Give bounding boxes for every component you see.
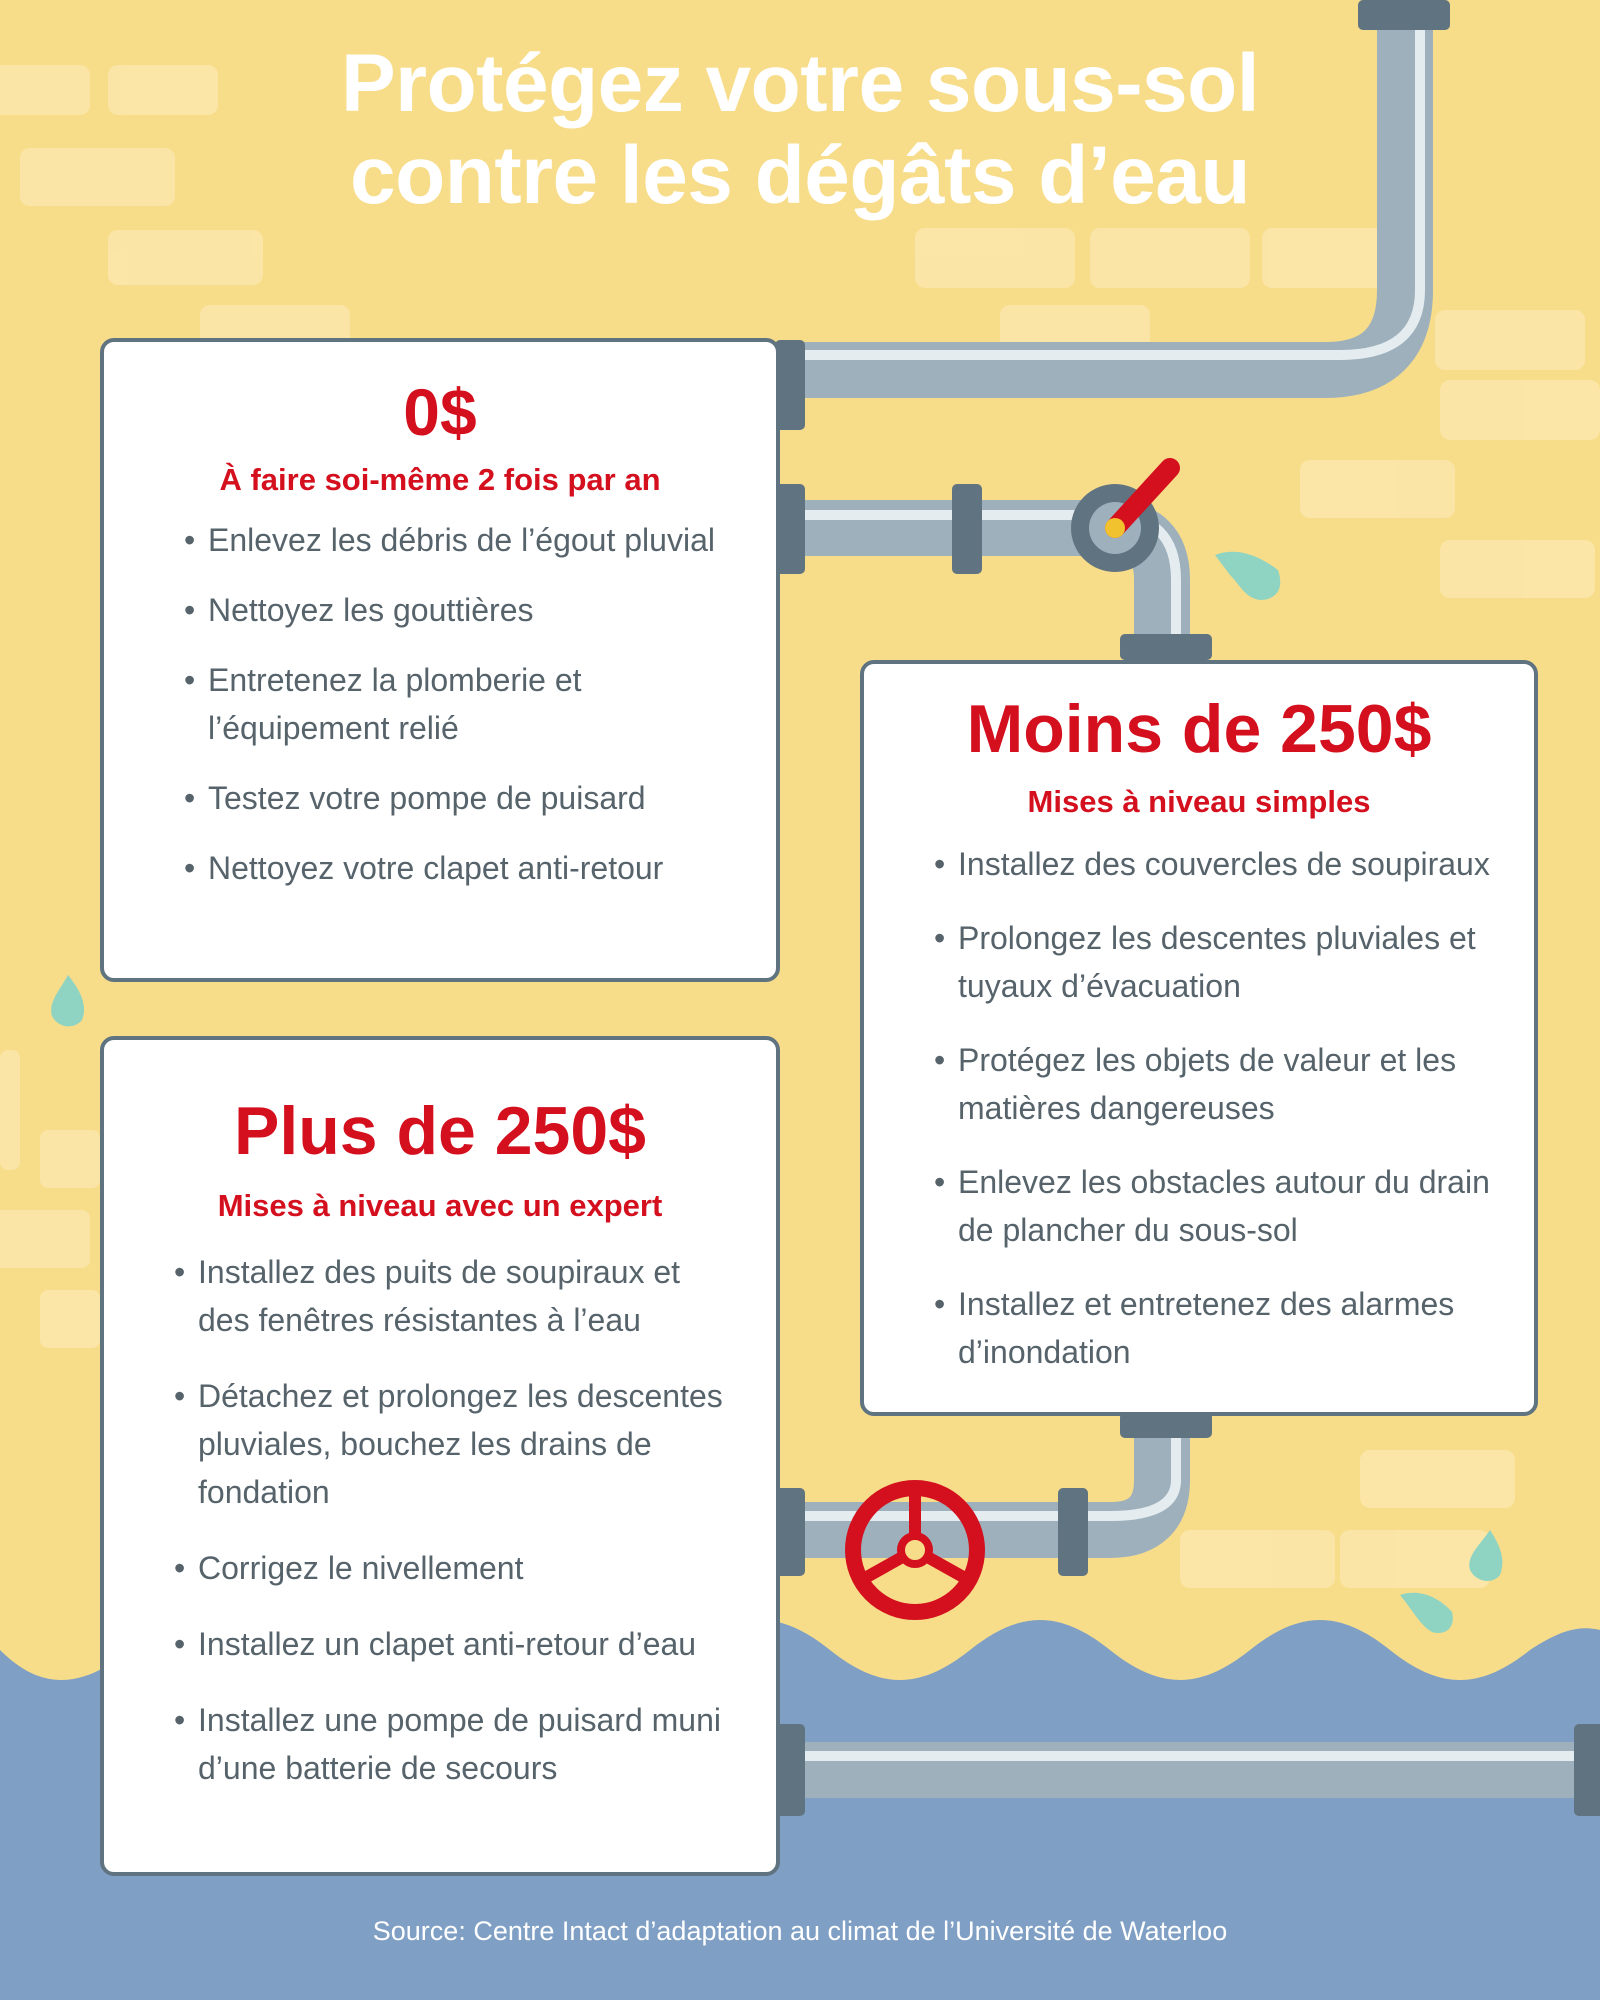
list-item: • Installez des puits de soupiraux et des fenêtres résistantes à l’eau	[174, 1248, 736, 1344]
list-item: • Corrigez le nivellement	[174, 1544, 736, 1592]
pipe-flange-9	[1574, 1724, 1600, 1816]
pipe-flange-4	[1120, 634, 1212, 660]
pipe-flange-3	[952, 484, 982, 574]
list-item: • Nettoyez votre clapet anti-retour	[184, 844, 726, 892]
list-item: • Détachez et prolongez les descentes pluviales, bouchez les drains de fondation	[174, 1372, 736, 1516]
card-under-amount: Moins de 250$	[966, 691, 1432, 767]
list-item: • Installez et entretenez des alarmes d’inondation	[934, 1280, 1504, 1376]
list-item: • Entretenez la plomberie et l’équipement relié	[184, 656, 726, 752]
title-line-2: contre les dégâts d’eau	[350, 130, 1250, 221]
card-under-250	[860, 660, 1538, 1416]
card-free	[100, 338, 780, 982]
card-free-list	[184, 516, 726, 892]
pipe-flange-6	[1058, 1488, 1088, 1576]
title-line-1: Protégez votre sous-sol	[340, 38, 1260, 129]
page-title	[150, 38, 1450, 222]
list-item: • Nettoyez les gouttières	[184, 586, 726, 634]
list-item: • Testez votre pompe de puisard	[184, 774, 726, 822]
card-free-amount: 0$	[403, 375, 477, 449]
pipe-lower	[790, 1416, 1176, 1530]
card-over-subtitle: Mises à niveau avec un expert	[217, 1188, 663, 1223]
card-under-list	[934, 840, 1504, 1376]
card-over-250	[100, 1036, 780, 1876]
card-free-subtitle: À faire soi-même 2 fois par an	[219, 462, 661, 497]
list-item: • Installez une pompe de puisard muni d’une batterie de secours	[174, 1696, 736, 1792]
list-item: • Installez des couvercles de soupiraux	[934, 840, 1504, 888]
list-item: • Enlevez les obstacles autour du drain de plancher du sous-sol	[934, 1158, 1504, 1254]
source-credit: Source: Centre Intact d’adaptation au climat de l’Université de Waterloo	[372, 1916, 1228, 1946]
card-under-subtitle: Mises à niveau simples	[1027, 784, 1371, 819]
card-over-amount: Plus de 250$	[233, 1093, 647, 1169]
list-item: • Prolongez les descentes pluviales et tuyaux d’évacuation	[934, 914, 1504, 1010]
pipe-bottom	[790, 1756, 1590, 1770]
list-item: • Protégez les objets de valeur et les matières dangereuses	[934, 1036, 1504, 1132]
pipe-cap-top	[1358, 0, 1450, 30]
list-item: • Enlevez les débris de l’égout pluvial	[184, 516, 726, 564]
list-item: • Installez un clapet anti-retour d’eau	[174, 1620, 736, 1668]
card-over-list	[174, 1248, 736, 1792]
